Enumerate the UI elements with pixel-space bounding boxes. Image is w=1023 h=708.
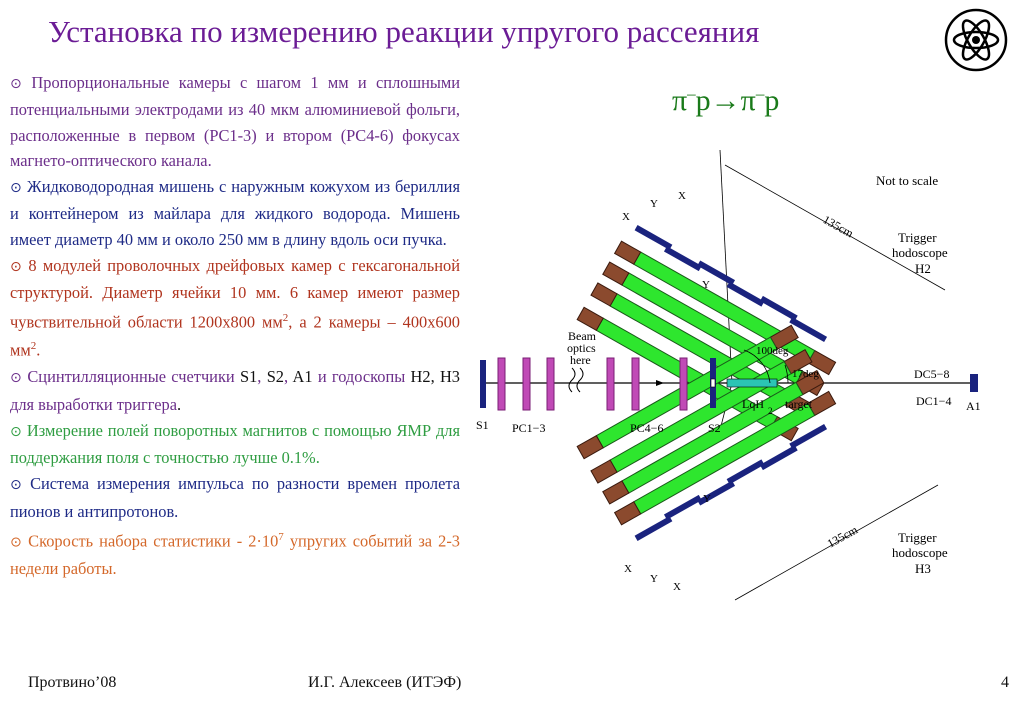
h3-label-1: Trigger <box>898 530 937 545</box>
bullet-text: S1 <box>239 367 258 387</box>
bullet-text: 8 модулей проволочных дрейфовых камер с гексагональной структурой. Диаметр ячейки 10 мм. 6 камер имеют размер чувствительной области 1200х800 мм <box>10 256 460 332</box>
bullet-item <box>10 364 460 417</box>
svg-text:Y: Y <box>703 493 711 505</box>
svg-text:Y: Y <box>650 573 658 585</box>
hodoscope-strip <box>760 296 798 321</box>
h2-label-1: Trigger <box>898 230 937 245</box>
bullet-marker-icon: ⊙ <box>10 534 29 551</box>
bullet-text: для выработки триггера <box>10 394 177 414</box>
lh2-label: LqH <box>742 397 764 411</box>
bullet-list <box>10 70 460 582</box>
bullet-text: , а 2 камеры – 400х600 мм <box>10 312 460 360</box>
hodoscope-strip <box>760 445 798 470</box>
setup-diagram <box>470 130 1015 610</box>
bullet-item <box>10 70 460 173</box>
svg-text:X: X <box>624 563 632 575</box>
hodoscope-strip <box>727 459 765 484</box>
bullet-text: Скорость набора статистики - 2·10 <box>28 531 279 551</box>
bullet-item <box>10 174 460 252</box>
bullet-item <box>10 418 460 471</box>
svg-text:X: X <box>673 581 681 593</box>
bullet-marker-icon: ⊙ <box>10 423 27 440</box>
svg-text:Y: Y <box>702 279 710 291</box>
slide-title: Установка по измерению реакции упругого рассеяния <box>48 14 760 49</box>
bullet-text: Пропорциональные камеры с шагом 1 мм и сплошными потенциальными электродами из 40 мкм алюминиевой фольги, расположенные в первом (PC1-3) и втором (PC4-6) фокусах магнето-оптического канала. <box>10 73 461 170</box>
svg-text:X: X <box>678 190 686 202</box>
bullet-text: . <box>36 340 41 360</box>
not-to-scale-label: Not to scale <box>876 173 939 188</box>
bullet-text: 2 <box>282 311 289 324</box>
bullet-item <box>10 253 460 363</box>
bullet-text: . <box>177 394 182 414</box>
bullet-marker-icon: ⊙ <box>10 76 32 92</box>
bullet-text: Жидководородная мишень с наружным кожухом из бериллия и контейнером из майлара для жидкого водорода. Мишень имеет диаметр 40 мм и около 250 мм в длину вдоль оси пучка. <box>10 177 460 249</box>
angle-100-label: 100deg <box>756 345 789 357</box>
distance-label-top: 135cm <box>820 212 856 241</box>
pc13-label: PC1−3 <box>512 421 546 435</box>
hodoscope-strip <box>664 495 702 520</box>
beam-optics-label-3: here <box>570 353 591 367</box>
h3-label-3: H3 <box>915 561 931 576</box>
beam-optics-label-2: optics <box>567 341 596 355</box>
hodoscope-strip <box>727 282 765 307</box>
dc14-label: DC1−4 <box>916 394 952 408</box>
h2-label-3: H2 <box>915 261 931 276</box>
h3-label-2: hodoscope <box>892 545 948 560</box>
bullet-text: и годоскопы <box>312 367 411 387</box>
svg-text:2: 2 <box>768 406 773 416</box>
itep-logo <box>944 8 1008 72</box>
bullet-text: Система измерения импульса по разности времен пролета пионов и антипротонов. <box>10 474 460 521</box>
pc13-chambers <box>498 358 554 410</box>
distance-label-bottom: 135cm <box>824 522 861 551</box>
dc58-label: DC5−8 <box>914 367 950 381</box>
target-label: target <box>785 397 813 411</box>
bullet-text: S2 <box>266 367 284 387</box>
bullet-text: A1 <box>292 367 313 387</box>
hodoscope-strip <box>635 225 673 250</box>
hodoscope-strip <box>664 246 702 271</box>
bullet-item <box>10 525 460 581</box>
footer-author: И.Г. Алексеев (ИТЭФ) <box>308 674 462 691</box>
bullet-text: 7 <box>278 530 284 543</box>
svg-text:X: X <box>622 211 630 223</box>
bullet-marker-icon: ⊙ <box>10 180 28 197</box>
bullet-text: H2, H3 <box>410 367 460 387</box>
bullet-marker-icon: ⊙ <box>10 259 29 276</box>
beam-optics-break <box>569 368 583 392</box>
bullet-text: Сцинтилляционные счетчики <box>27 367 240 387</box>
reaction-formula: π–p→π–p <box>672 84 780 117</box>
pc46-label: PC4−6 <box>630 421 664 435</box>
slide-number: 4 <box>1001 674 1009 691</box>
svg-text:Y: Y <box>650 198 658 210</box>
bullet-text: , <box>284 367 293 387</box>
hodoscope-strip <box>635 516 673 541</box>
bullet-text: 2 <box>30 340 37 353</box>
s1-counter <box>480 360 486 408</box>
bullet-marker-icon: ⊙ <box>10 477 31 494</box>
bullet-text: упругих событий за 2-3 недели работы. <box>10 531 460 578</box>
s1-label: S1 <box>476 418 489 432</box>
bullet-marker-icon: ⊙ <box>10 370 28 387</box>
beam-optics-label-1: Beam <box>568 329 596 343</box>
bullet-item <box>10 471 460 524</box>
bullet-text: Измерение полей поворотных магнитов с помощью ЯМР для поддержания поля с точностью лучше 0.1%. <box>10 420 461 468</box>
footer-location: Протвино’08 <box>28 674 117 691</box>
s2-label: S2 <box>708 421 721 435</box>
bullet-text: , <box>257 367 267 387</box>
h2-label-2: hodoscope <box>892 245 948 260</box>
angle-17-label: 17deg <box>792 368 819 380</box>
a1-label: A1 <box>966 399 981 413</box>
a1-counter <box>970 374 978 392</box>
